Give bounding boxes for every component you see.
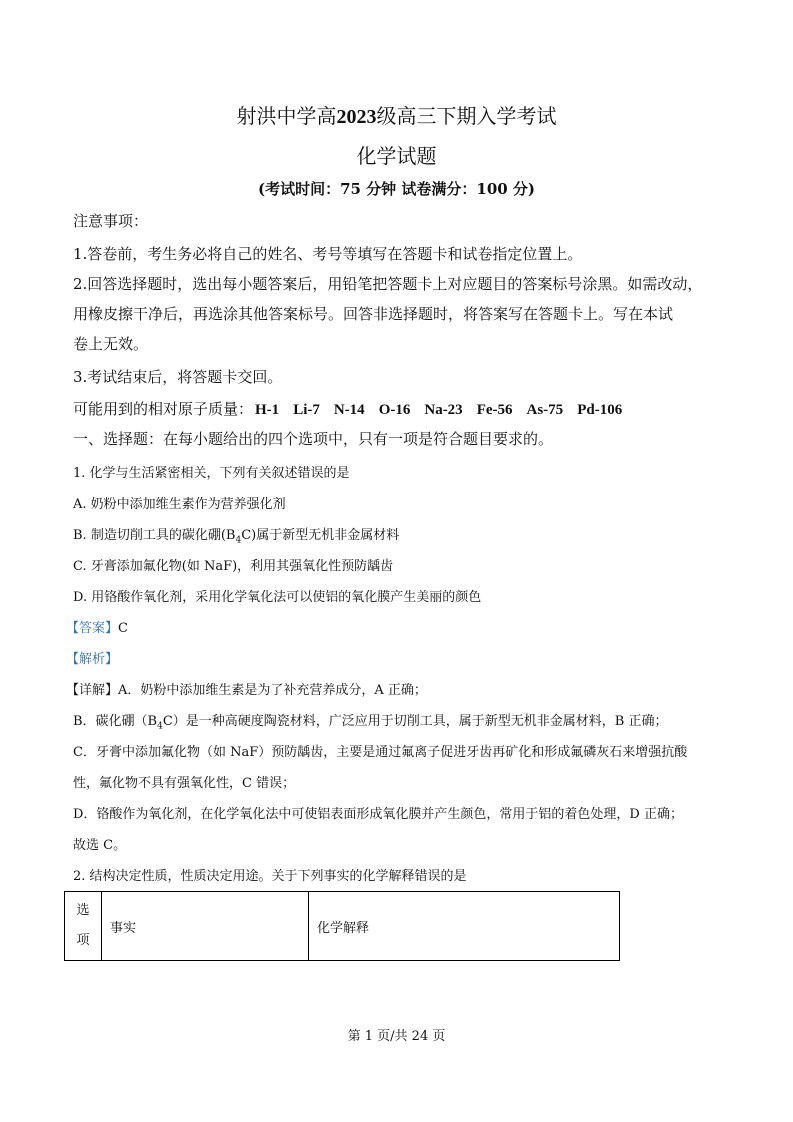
answer-value: C bbox=[118, 621, 128, 636]
q1-option-c: C. 牙膏添加氟化物(如 NaF)，利用其强氧化性预防龋齿 bbox=[73, 559, 394, 574]
detail-2-sub: 4 bbox=[157, 721, 163, 732]
atomic-mass-item: As-75 bbox=[526, 402, 564, 418]
q2-table bbox=[64, 891, 620, 961]
atomic-mass-item: H-1 bbox=[255, 402, 280, 418]
detail-tag: 【详解】 bbox=[66, 683, 119, 698]
q1-detail-3a: C．牙膏中添加氟化物（如 NaF）预防龋齿，主要是通过氟离子促进牙齿再矿化和形成氟磷灰石来增强抗酸 bbox=[73, 745, 688, 760]
title-year: 2023 bbox=[336, 106, 377, 128]
atomic-mass-item: Fe-56 bbox=[476, 402, 513, 418]
note-2b: 用橡皮擦干净后，再选涂其他答案标号。回答非选择题时，将答案写在答题卡上。写在本试 bbox=[73, 305, 674, 323]
q1-option-d: D. 用铬酸作氧化剂，采用化学氧化法可以使铝的氧化膜产生美丽的颜色 bbox=[73, 590, 482, 605]
subject-title: 化学试题 bbox=[356, 144, 437, 168]
q1-option-b-pre: B. 制造切削工具的碳化硼(B bbox=[73, 528, 236, 543]
q1-detail-4: D．铬酸作为氧化剂，在化学氧化法中可使铝表面形成氧化膜并产生颜色，常用于铝的着色处理，D 正确； bbox=[73, 807, 683, 822]
atomic-mass-item: Na-23 bbox=[424, 402, 463, 418]
q1-detail-1 bbox=[66, 679, 726, 698]
q1-option-b-post: C)属于新型无机非金属材料 bbox=[241, 528, 400, 543]
atomic-mass-item: Li-7 bbox=[293, 402, 320, 418]
note-2a: 2.回答选择题时，选出每小题答案后，用铅笔把答题卡上对应题目的答案标号涂黑。如需改动， bbox=[73, 275, 703, 293]
answer-tag: 【答案】 bbox=[66, 621, 119, 636]
notes-heading: 注意事项： bbox=[73, 212, 149, 230]
detail-2-pre: B．碳化硼（B bbox=[73, 714, 158, 729]
atomic-mass-item: N-14 bbox=[333, 402, 365, 418]
atomic-masses bbox=[73, 398, 733, 419]
table-row bbox=[65, 892, 620, 961]
atomic-mass-item: Pd-106 bbox=[577, 402, 623, 418]
detail-2-post: C）是一种高硬度陶瓷材料，广泛应用于切削工具，属于新型无机非金属材料，B 正确； bbox=[162, 714, 668, 729]
title-suffix: 级高三下期入学考试 bbox=[376, 104, 557, 128]
q1-option-b-sub: 4 bbox=[235, 535, 242, 546]
exam-info: (考试时间：75 分钟 试卷满分：100 分) bbox=[257, 180, 536, 198]
q1-option-a: A. 奶粉中添加维生素作为营养强化剂 bbox=[73, 497, 286, 512]
detail-line: A．奶粉中添加维生素是为了补充营养成分，A 正确； bbox=[118, 683, 427, 698]
note-2c: 卷上无效。 bbox=[73, 335, 149, 353]
title-prefix: 射洪中学高 bbox=[236, 104, 337, 128]
q1-detail-5: 故选 C。 bbox=[73, 838, 127, 853]
q1-answer bbox=[66, 617, 726, 636]
q1-detail-2 bbox=[73, 710, 733, 732]
table-header-fact: 事实 bbox=[102, 892, 309, 961]
page-footer: 第 1 页/共 24 页 bbox=[347, 1029, 446, 1044]
section-heading: 一、选择题：在每小题给出的四个选项中，只有一项是符合题目要求的。 bbox=[73, 430, 554, 448]
note-3: 3.考试结束后，将答题卡交回。 bbox=[73, 368, 283, 386]
analysis-tag: 【解析】 bbox=[66, 652, 119, 667]
note-1: 1.答卷前，考生务必将自己的姓名、考号等填写在答题卡和试卷指定位置上。 bbox=[73, 245, 583, 263]
exam-title bbox=[0, 100, 793, 129]
q1-detail-3b: 性，氟化物不具有强氧化性，C 错误； bbox=[73, 776, 296, 791]
header-option-line1: 选 bbox=[76, 903, 90, 918]
table-header-option bbox=[65, 892, 102, 961]
atomic-masses-label: 可能用到的相对原子质量： bbox=[73, 400, 254, 418]
q1-stem: 1. 化学与生活紧密相关，下列有关叙述错误的是 bbox=[73, 466, 350, 481]
table-header-explanation: 化学解释 bbox=[309, 892, 620, 961]
q1-option-b bbox=[73, 524, 733, 546]
atomic-mass-item: O-16 bbox=[378, 402, 411, 418]
q2-stem: 2. 结构决定性质，性质决定用途。关于下列事实的化学解释错误的是 bbox=[73, 869, 467, 884]
header-option-line2: 项 bbox=[76, 933, 90, 948]
